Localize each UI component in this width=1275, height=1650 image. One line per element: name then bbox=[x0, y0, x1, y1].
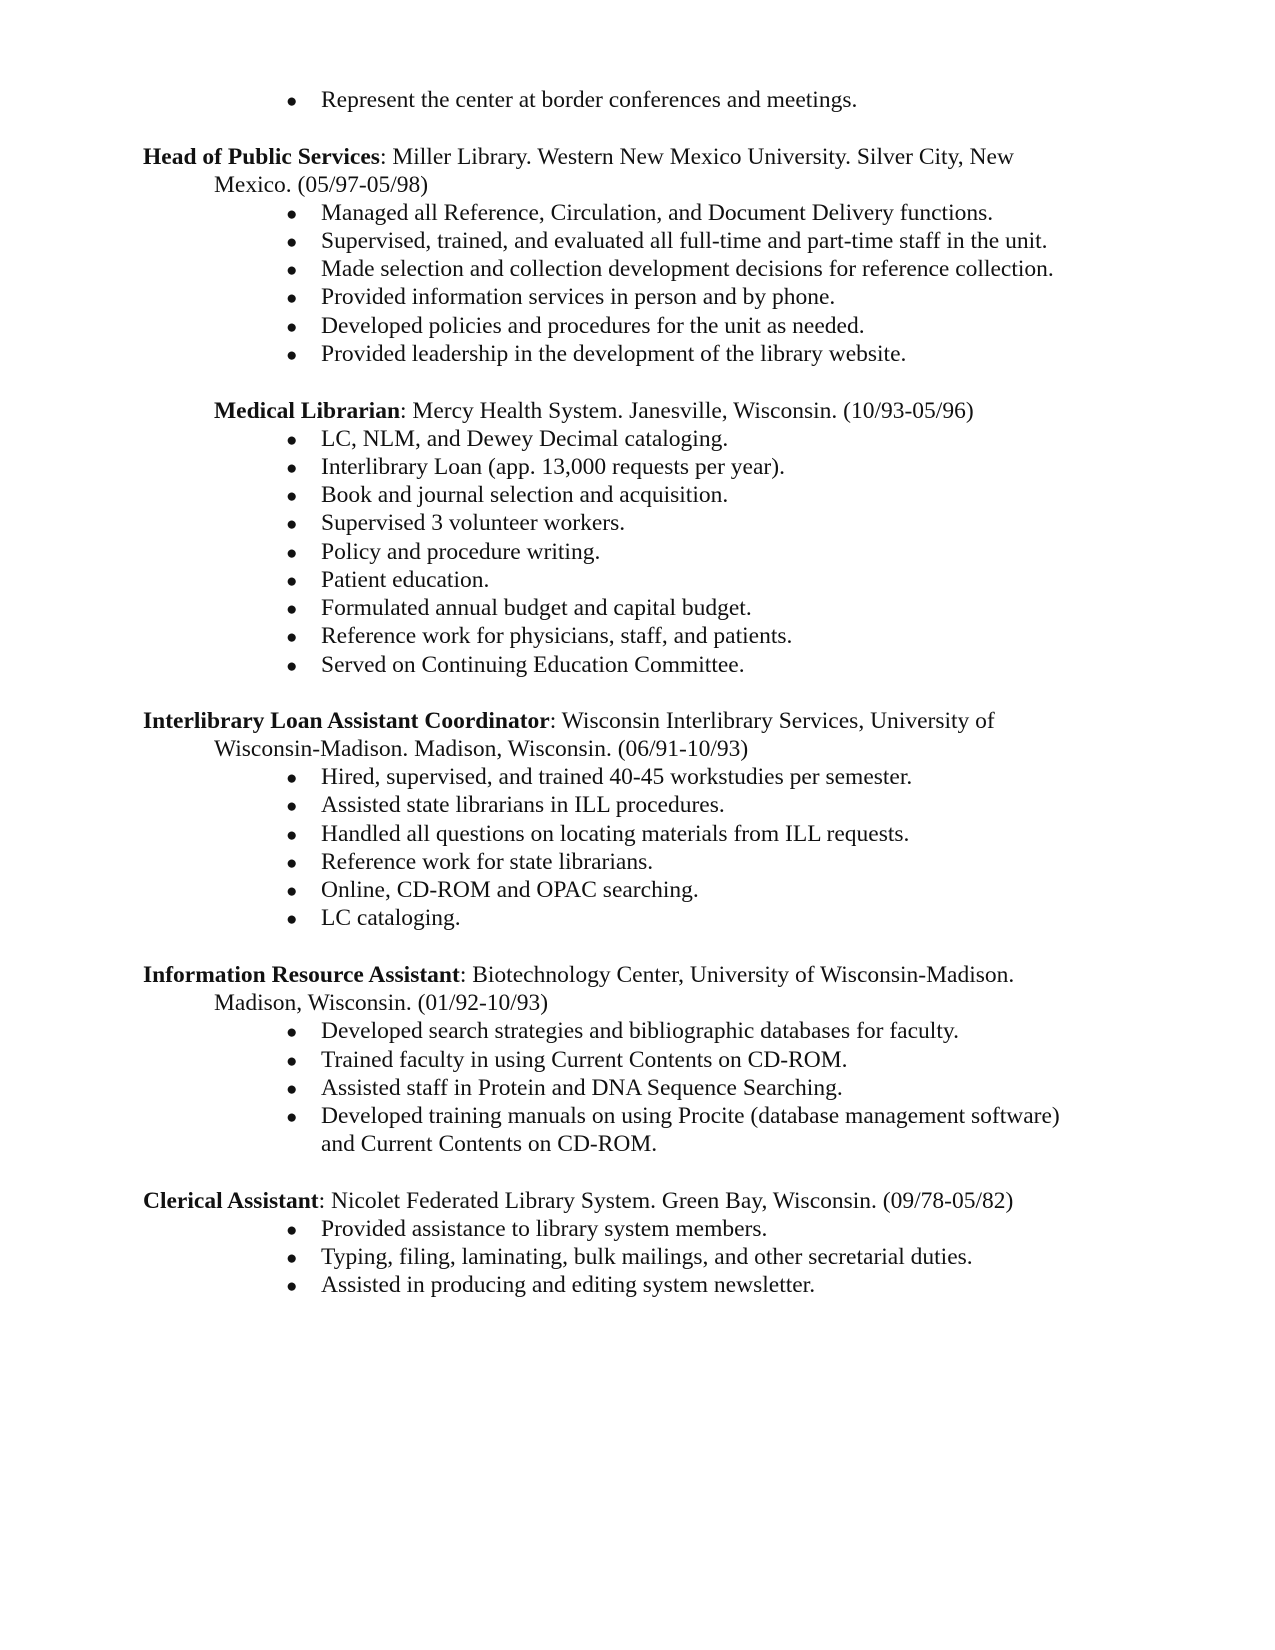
bullet-icon: ● bbox=[286, 599, 298, 620]
bullet-icon: ● bbox=[286, 1051, 298, 1072]
bullet-icon: ● bbox=[286, 260, 298, 281]
bullet-text: LC, NLM, and Dewey Decimal cataloging. bbox=[321, 426, 729, 452]
job-details: : Wisconsin Interlibrary Services, University of bbox=[549, 708, 995, 734]
job-details: : Nicolet Federated Library System. Green Bay, Wisconsin. (09/78-05/82) bbox=[318, 1188, 1014, 1214]
bullet-icon: ● bbox=[286, 1079, 298, 1100]
bullet-text: Developed search strategies and bibliographic databases for faculty. bbox=[321, 1018, 959, 1044]
bullet-icon: ● bbox=[286, 656, 298, 677]
bullet-icon: ● bbox=[286, 543, 298, 564]
bullet-text: Interlibrary Loan (app. 13,000 requests per year). bbox=[321, 454, 785, 480]
job-title: Clerical Assistant bbox=[143, 1188, 319, 1214]
job-heading bbox=[143, 1187, 1013, 1217]
job-title: Interlibrary Loan Assistant Coordinator bbox=[143, 708, 550, 734]
job-title: Medical Librarian bbox=[214, 398, 401, 424]
bullet-text: Supervised, trained, and evaluated all full-time and part-time staff in the unit. bbox=[321, 228, 1048, 254]
bullet-icon: ● bbox=[286, 486, 298, 507]
bullet-icon: ● bbox=[286, 1276, 298, 1297]
bullet-text: Trained faculty in using Current Contents on CD-ROM. bbox=[321, 1047, 848, 1073]
bullet-text: Served on Continuing Education Committee. bbox=[321, 652, 745, 678]
bullet-text: Provided leadership in the development of the library website. bbox=[321, 341, 907, 367]
bullet-icon: ● bbox=[286, 430, 298, 451]
bullet-icon: ● bbox=[286, 825, 298, 846]
bullet-text: Provided information services in person and by phone. bbox=[321, 284, 836, 310]
bullet-text: Managed all Reference, Circulation, and Document Delivery functions. bbox=[321, 200, 994, 226]
bullet-icon: ● bbox=[286, 881, 298, 902]
bullet-text: Book and journal selection and acquisition. bbox=[321, 482, 729, 508]
bullet-icon: ● bbox=[286, 91, 298, 112]
job-title: Information Resource Assistant bbox=[143, 962, 460, 988]
bullet-icon: ● bbox=[286, 571, 298, 592]
bullet-icon: ● bbox=[286, 1107, 298, 1128]
job-heading bbox=[143, 707, 995, 737]
bullet-text: Represent the center at border conferences and meetings. bbox=[321, 87, 858, 113]
bullet-icon: ● bbox=[286, 1220, 298, 1241]
bullet-icon: ● bbox=[286, 768, 298, 789]
job-details: : Mercy Health System. Janesville, Wisconsin. (10/93-05/96) bbox=[400, 398, 974, 424]
bullet-icon: ● bbox=[286, 853, 298, 874]
bullet-text: Typing, filing, laminating, bulk mailings, and other secretarial duties. bbox=[321, 1244, 973, 1270]
job-details: : Biotechnology Center, University of Wisconsin-Madison. bbox=[459, 962, 1015, 988]
bullet-text-continued: and Current Contents on CD-ROM. bbox=[321, 1131, 658, 1157]
bullet-icon: ● bbox=[286, 909, 298, 930]
bullet-text: Developed policies and procedures for the unit as needed. bbox=[321, 313, 865, 339]
job-heading bbox=[214, 397, 974, 427]
bullet-icon: ● bbox=[286, 232, 298, 253]
bullet-text: Hired, supervised, and trained 40-45 workstudies per semester. bbox=[321, 764, 913, 790]
job-heading bbox=[143, 961, 1014, 991]
bullet-text: Assisted state librarians in ILL procedures. bbox=[321, 792, 725, 818]
bullet-text: LC cataloging. bbox=[321, 905, 461, 931]
bullet-text: Policy and procedure writing. bbox=[321, 539, 601, 565]
bullet-icon: ● bbox=[286, 796, 298, 817]
job-details: : Miller Library. Western New Mexico University. Silver City, New bbox=[379, 144, 1014, 170]
job-details-continued: Wisconsin-Madison. Madison, Wisconsin. (06/91-10/93) bbox=[214, 736, 749, 762]
bullet-icon: ● bbox=[286, 204, 298, 225]
bullet-text: Developed training manuals on using Procite (database management software) bbox=[321, 1103, 1060, 1129]
bullet-text: Online, CD-ROM and OPAC searching. bbox=[321, 877, 699, 903]
bullet-text: Formulated annual budget and capital budget. bbox=[321, 595, 752, 621]
bullet-text: Supervised 3 volunteer workers. bbox=[321, 510, 626, 536]
bullet-icon: ● bbox=[286, 345, 298, 366]
job-details-continued: Mexico. (05/97-05/98) bbox=[214, 172, 429, 198]
bullet-text: Provided assistance to library system members. bbox=[321, 1216, 768, 1242]
bullet-icon: ● bbox=[286, 627, 298, 648]
bullet-text: Reference work for state librarians. bbox=[321, 849, 654, 875]
bullet-text: Handled all questions on locating materials from ILL requests. bbox=[321, 821, 910, 847]
bullet-icon: ● bbox=[286, 1022, 298, 1043]
bullet-icon: ● bbox=[286, 288, 298, 309]
bullet-text: Assisted staff in Protein and DNA Sequence Searching. bbox=[321, 1075, 843, 1101]
bullet-icon: ● bbox=[286, 317, 298, 338]
bullet-icon: ● bbox=[286, 1248, 298, 1269]
bullet-icon: ● bbox=[286, 458, 298, 479]
bullet-text: Assisted in producing and editing system newsletter. bbox=[321, 1272, 816, 1298]
bullet-icon: ● bbox=[286, 514, 298, 535]
job-details-continued: Madison, Wisconsin. (01/92-10/93) bbox=[214, 990, 549, 1016]
bullet-text: Reference work for physicians, staff, and patients. bbox=[321, 623, 793, 649]
bullet-text: Made selection and collection development decisions for reference collection. bbox=[321, 256, 1054, 282]
job-title: Head of Public Services bbox=[143, 144, 380, 170]
job-heading bbox=[143, 143, 1014, 173]
bullet-text: Patient education. bbox=[321, 567, 490, 593]
